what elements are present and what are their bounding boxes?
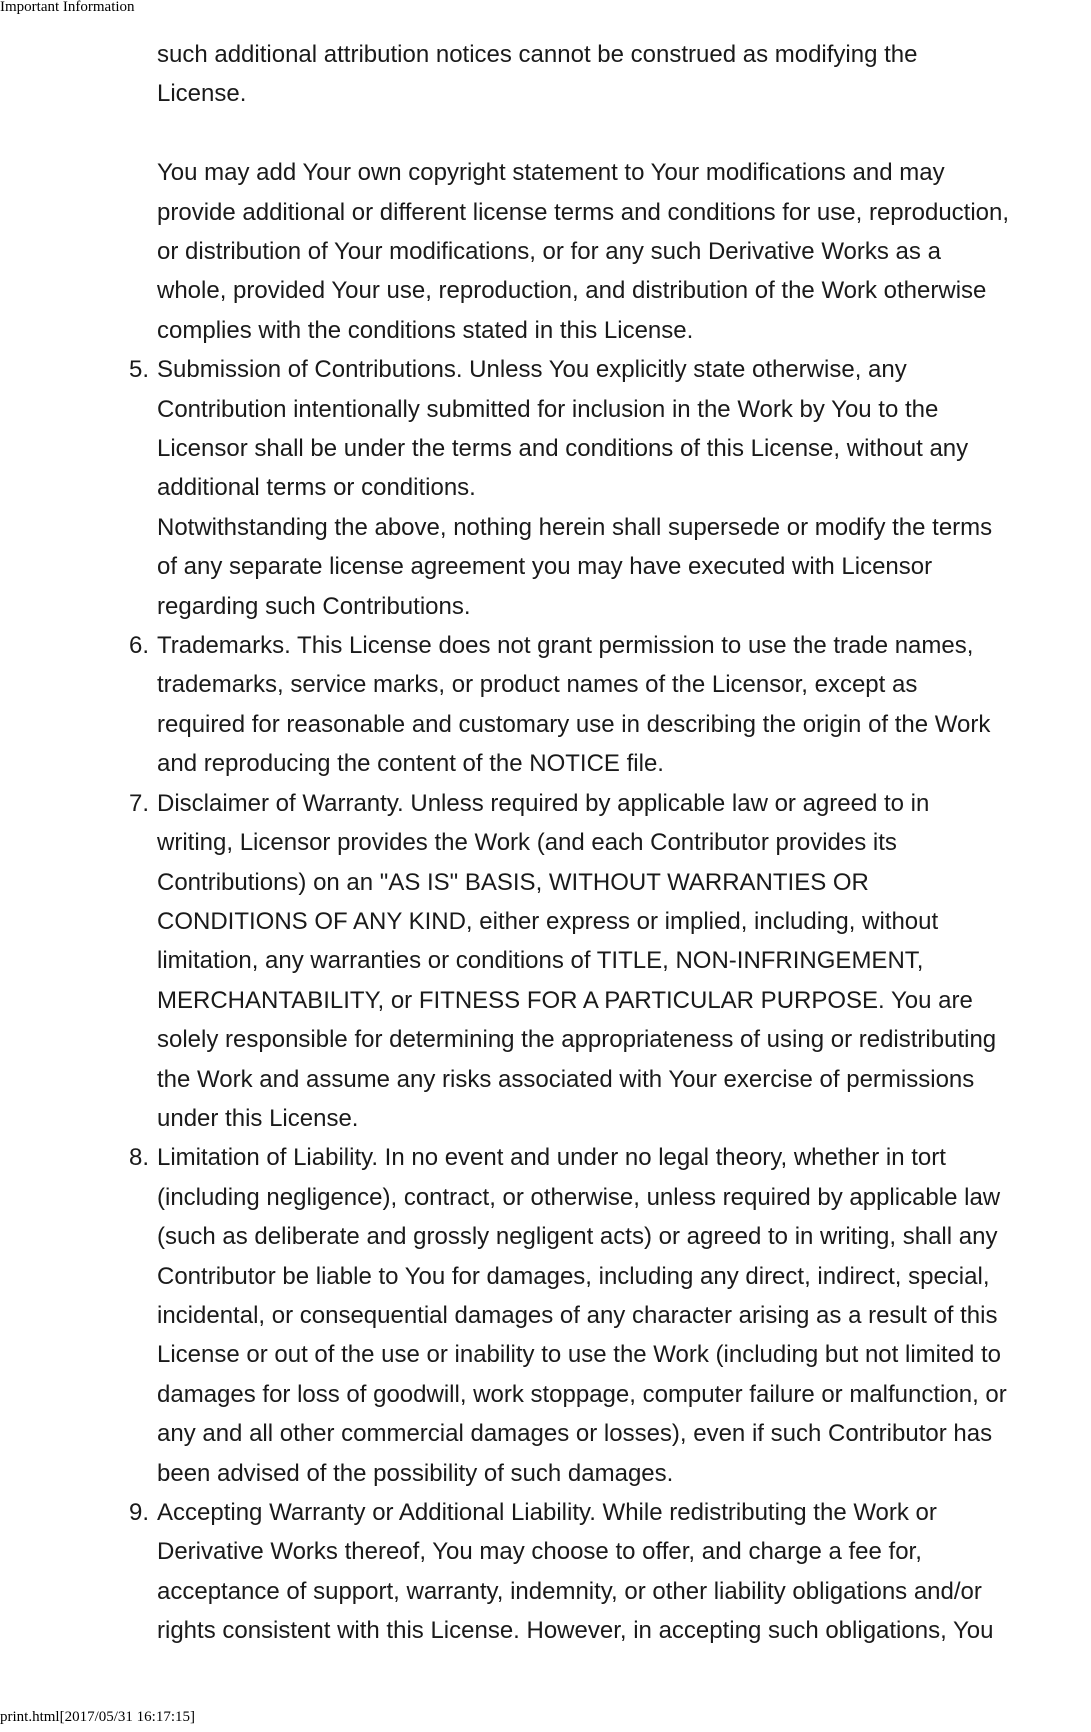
paragraph-line: complies with the conditions stated in this License.	[157, 316, 694, 344]
list-item-trademarks	[128, 626, 1087, 784]
paragraph-line: any and all other commercial damages or losses), even if such Contributor has	[157, 1420, 993, 1448]
intro-paragraph	[157, 35, 1087, 114]
paragraph-line: and reproducing the content of the NOTICE file.	[157, 750, 664, 778]
paragraph-line: acceptance of support, warranty, indemnity, or other liability obligations and/or	[157, 1577, 982, 1605]
paragraph-line: additional terms or conditions.	[157, 474, 476, 502]
paragraph-line: (such as deliberate and grossly negligent acts) or agreed to in writing, shall any	[157, 1223, 998, 1251]
paragraph-line: under this License.	[157, 1104, 359, 1132]
paragraph-line: Submission of Contributions. Unless You explicitly state otherwise, any	[157, 356, 907, 384]
paragraph-line: MERCHANTABILITY, or FITNESS FOR A PARTICULAR PURPOSE. You are	[157, 986, 973, 1014]
list-item-number: 9.	[128, 1499, 149, 1527]
list-item-number: 7.	[128, 789, 149, 817]
page-footer-url: print.html[2017/05/31 16:17:15]	[0, 1709, 195, 1725]
paragraph-line: Derivative Works thereof, You may choose to offer, and charge a fee for,	[157, 1538, 922, 1566]
paragraph-line: rights consistent with this License. However, in accepting such obligations, You	[157, 1617, 994, 1645]
list-item-number: 5.	[128, 356, 149, 384]
paragraph-line: Trademarks. This License does not grant permission to use the trade names,	[157, 632, 974, 660]
paragraph-line: Contribution intentionally submitted for inclusion in the Work by You to the	[157, 395, 939, 423]
paragraph-line: or distribution of Your modifications, or for any such Derivative Works as a	[157, 238, 941, 266]
paragraph-line: License.	[157, 80, 247, 108]
paragraph-line: Licensor shall be under the terms and conditions of this License, without any	[157, 435, 969, 463]
document-body	[128, 35, 1087, 1651]
paragraph-line: solely responsible for determining the appropriateness of using or redistributing	[157, 1026, 997, 1054]
list-item-accepting-warranty	[128, 1493, 1087, 1651]
paragraph-line: provide additional or different license terms and conditions for use, reproduction,	[157, 198, 1010, 226]
paragraph-line: Notwithstanding the above, nothing herein shall supersede or modify the terms	[157, 513, 993, 541]
paragraph-line: whole, provided Your use, reproduction, and distribution of the Work otherwise	[157, 277, 987, 305]
list-item-submission-of-contributions	[128, 350, 1087, 626]
paragraph-line: Disclaimer of Warranty. Unless required by applicable law or agreed to in	[157, 789, 930, 817]
paragraph-line: Contributions) on an "AS IS" BASIS, WITHOUT WARRANTIES OR	[157, 868, 869, 896]
paragraph-line: (including negligence), contract, or otherwise, unless required by applicable law	[157, 1183, 1001, 1211]
paragraph-line: writing, Licensor provides the Work (and each Contributor provides its	[157, 829, 897, 857]
list-item-number: 6.	[128, 632, 149, 660]
paragraph-line: trademarks, service marks, or product names of the Licensor, except as	[157, 671, 918, 699]
paragraph-line: Limitation of Liability. In no event and under no legal theory, whether in tort	[157, 1144, 946, 1172]
paragraph-line: License or out of the use or inability to use the Work (including but not limited to	[157, 1341, 1002, 1369]
paragraph-line: incidental, or consequential damages of any character arising as a result of this	[157, 1301, 998, 1329]
paragraph-line: regarding such Contributions.	[157, 592, 471, 620]
paragraph-line: such additional attribution notices cannot be construed as modifying the	[157, 41, 918, 68]
paragraph-line: Contributor be liable to You for damages, including any direct, indirect, special,	[157, 1262, 990, 1290]
paragraph-line: Accepting Warranty or Additional Liability. While redistributing the Work or	[157, 1499, 937, 1527]
copyright-paragraph	[157, 153, 1087, 350]
paragraph-line: of any separate license agreement you may have executed with Licensor	[157, 553, 933, 581]
paragraph-line: damages for loss of goodwill, work stoppage, computer failure or malfunction, or	[157, 1380, 1007, 1408]
page-header-title: Important Information	[0, 0, 135, 15]
list-item-number: 8.	[128, 1144, 149, 1172]
list-item-limitation-of-liability	[128, 1138, 1087, 1493]
paragraph-line: been advised of the possibility of such damages.	[157, 1459, 674, 1487]
paragraph-line: limitation, any warranties or conditions of TITLE, NON-INFRINGEMENT,	[157, 947, 924, 975]
list-item-disclaimer-of-warranty	[128, 784, 1087, 1139]
paragraph-line: the Work and assume any risks associated with Your exercise of permissions	[157, 1065, 975, 1093]
paragraph-line: CONDITIONS OF ANY KIND, either express or implied, including, without	[157, 907, 939, 935]
paragraph-line: required for reasonable and customary use in describing the origin of the Work	[157, 710, 991, 738]
paragraph-line: You may add Your own copyright statement to Your modifications and may	[157, 159, 945, 187]
